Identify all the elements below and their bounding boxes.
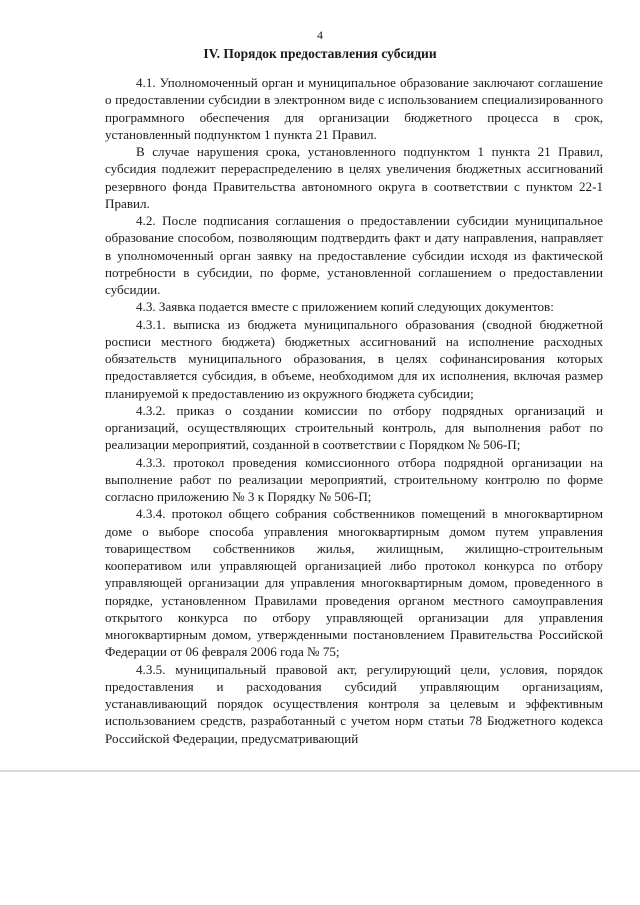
paragraph-4-3-1: 4.3.1. выписка из бюджета муниципального образования (сводной бюджетной росписи местного бюджета) бюджетных ассигнований на исполнение расходных обязательств муниципального образования, в целях софинансирования которых предоставляется субсидия, в объеме, необходимом для их исполнения, включая размер планируемой к предоставлению из окружного бюджета субсидии; bbox=[105, 316, 603, 401]
paragraph-4-3: 4.3. Заявка подается вместе с приложением копий следующих документов: bbox=[136, 299, 554, 315]
paragraph-4-3-3: 4.3.3. протокол проведения комиссионного отбора подрядной организации на выполнение работ по реализации мероприятий, строительному контролю по форме согласно приложению № 3 к Порядку № 506-П; bbox=[105, 454, 603, 504]
paragraph-deadline-violation: В случае нарушения срока, установленного подпунктом 1 пункта 21 Правил, субсидия подлежит перераспределению в целях увеличения бюджетных ассигнований резервного фонда Правительства автономного округа в соответствии с пунктом 22-1 Правил. bbox=[105, 144, 603, 211]
paragraph-4-2: 4.2. После подписания соглашения о предоставлении субсидии муниципальное образование способом, позволяющим подтвердить факт и дату направления, направляет в уполномоченный орган заявку на предоставление субсидии исходя из фактической потребности в субсидии, по форме, установленной соглашением о предоставлении субсидии. bbox=[105, 213, 603, 297]
page-edge-divider bbox=[0, 770, 640, 772]
page-number: 4 bbox=[317, 28, 323, 42]
paragraph-4-1: 4.1. Уполномоченный орган и муниципальное образование заключают соглашение о предоставлении субсидии в электронном виде с использованием специализированного программного обеспечения для организации бюджетного процесса в срок, установленный подпунктом 1 пункта 21 Правил. bbox=[105, 75, 603, 142]
document-body bbox=[105, 74, 603, 747]
section-title: IV. Порядок предоставления субсидии bbox=[203, 46, 437, 61]
paragraph-4-3-2: 4.3.2. приказ о создании комиссии по отбору подрядных организаций и организаций, осуществляющих строительный контроль, для выполнения работ по реализации мероприятий, созданной в соответствии с Порядком № 506-П; bbox=[105, 402, 603, 453]
paragraph-4-3-5: 4.3.5. муниципальный правовой акт, регулирующий цели, условия, порядок предоставления и расходования субсидий управляющим организациям, устанавливающий порядок осуществления контроля за целевым и эффективным использованием средств, разработанный с учетом норм статьи 78 Бюджетного кодекса Российской Федерации, предусматривающий bbox=[105, 661, 603, 746]
paragraph-4-3-4: 4.3.4. протокол общего собрания собственников помещений в многоквартирном доме о выборе способа управления многоквартирным домом путем управления товариществом собственников жилья, жилищным, жилищно-строительным кооперативом или управляющей организацией либо протокол конкурса по отбору управляющей организации для управления многоквартирным домом, проведенного в порядке, установленном Правилами проведения органом местного самоуправления открытого конкурса по отбору управляющей организации для управления многоквартирным домом, утвержденными постановлением Правительства Российской Федерации от 06 февраля 2006 года № 75; bbox=[105, 506, 603, 660]
